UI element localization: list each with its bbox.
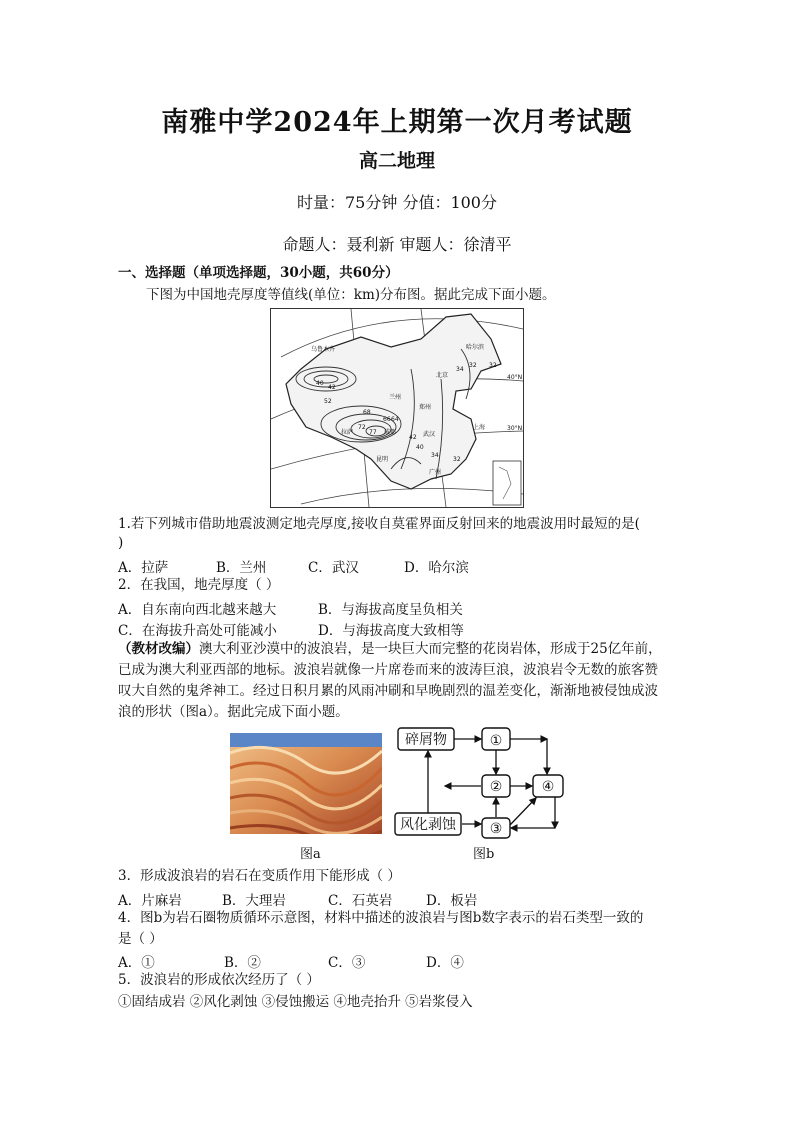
- isoline-label: 34: [431, 452, 439, 459]
- q1-stem-line2: ): [118, 535, 124, 551]
- passage-tag: （教材改编）: [118, 641, 199, 657]
- q1-options: [118, 556, 469, 576]
- exam-subject: 高二地理: [358, 150, 435, 172]
- q4-stem-line1: 4．图b为岩石圈物质循环示意图，材料中描述的波浪岩与图b数字表示的岩石类型一致的: [118, 910, 644, 926]
- map-city-label: 武汉: [423, 431, 436, 438]
- isoline-label: 34: [456, 366, 464, 373]
- isoline-label: 40: [316, 380, 324, 387]
- q2-option-b[interactable]: B．与海拔高度呈负相关: [318, 602, 463, 618]
- map-city-label: 郑州: [419, 404, 432, 411]
- map-city-label: 哈尔滨: [466, 344, 485, 351]
- rock-1-label: ①: [489, 733, 503, 749]
- q4-option-d[interactable]: D．④: [426, 955, 464, 971]
- map-city-label: 成都: [384, 429, 397, 436]
- isoline-label: 64: [391, 416, 399, 423]
- map-city-label: 广州: [429, 469, 442, 476]
- time-score: 时量：75分钟 分值：100分: [297, 193, 497, 212]
- q2-options-row2: [118, 619, 464, 639]
- authors: 命题人：聂利新 审题人：徐清平: [282, 235, 512, 254]
- latitude-label: 30°N: [507, 425, 523, 432]
- map-city-label: 乌鲁木齐: [311, 346, 336, 353]
- isoline-label: 42: [409, 434, 417, 441]
- q3-option-d[interactable]: D．板岩: [426, 893, 478, 909]
- q4-options: [118, 951, 464, 971]
- q2-stem: 2．在我国，地壳厚度（ ）: [118, 577, 280, 593]
- q3-options: [118, 889, 477, 909]
- q4-option-c[interactable]: C．③: [328, 955, 366, 971]
- isoline-label: 77: [369, 429, 377, 436]
- q1-option-b[interactable]: B．兰州: [216, 560, 267, 576]
- rock-3-label: ③: [489, 821, 503, 837]
- isoline-label: 72: [358, 424, 366, 431]
- isoline-label: 40: [416, 444, 424, 451]
- q2-option-c[interactable]: C．在海拔升高处可能减小: [118, 623, 277, 639]
- q2-option-a[interactable]: A．自东南向西北越来越大: [118, 602, 277, 618]
- q3-option-c[interactable]: C．石英岩: [328, 893, 393, 909]
- q4-option-a[interactable]: A．①: [118, 955, 155, 971]
- q2-option-d[interactable]: D．与海拔高度大致相等: [318, 623, 464, 639]
- q1-stem-line1: 1.若下列城市借助地震波测定地壳厚度,接收自莫霍界面反射回来的地震波用时最短的是(: [118, 516, 640, 532]
- isoline-label: 68: [363, 409, 371, 416]
- wave-rock-photo: [230, 733, 382, 834]
- isoline-label: 52: [324, 398, 332, 405]
- q1-option-a[interactable]: A．拉萨: [118, 560, 169, 576]
- rock-cycle-diagram: [390, 725, 570, 840]
- map-city-label: 拉萨: [341, 429, 354, 436]
- map-city-label: 北京: [436, 372, 449, 379]
- map-city-label: 兰州: [389, 394, 402, 401]
- q4-option-b[interactable]: B．②: [224, 955, 261, 971]
- isoline-label: 32: [469, 362, 477, 369]
- exam-title: 南雅中学2024年上期第一次月考试题: [161, 107, 633, 138]
- rock-4-label: ④: [541, 779, 555, 795]
- map-city-label: 上海: [473, 424, 486, 431]
- q1-option-d[interactable]: D．哈尔滨: [404, 560, 469, 576]
- china-map-svg: [271, 309, 523, 507]
- figure-b-caption: 图b: [473, 847, 495, 862]
- q2-options-row1: [118, 598, 463, 618]
- crust-thickness-map: [270, 308, 524, 508]
- passage-line1: [118, 639, 662, 660]
- q3-option-a[interactable]: A．片麻岩: [118, 893, 182, 909]
- figure-a-caption: 图a: [300, 847, 321, 862]
- isoline-label: 32: [489, 362, 497, 369]
- isoline-label: 66: [383, 416, 391, 423]
- section-heading: 一、选择题（单项选择题，30小题，共60分）: [118, 265, 399, 281]
- passage-line3: 叹大自然的鬼斧神工。经过日积月累的风雨冲刷和早晚剧烈的温差变化，渐渐地被侵蚀成波: [118, 683, 658, 699]
- q3-stem: 3．形成波浪岩的岩石在变质作用下能形成（ ）: [118, 868, 401, 884]
- weathering-label: 风化剥蚀: [400, 817, 456, 833]
- latitude-label: 40°N: [507, 374, 523, 381]
- rock-2-label: ②: [489, 779, 503, 795]
- q3-option-b[interactable]: B．大理岩: [222, 893, 286, 909]
- q5-stem: 5．波浪岩的形成依次经历了（ ）: [118, 972, 320, 988]
- passage-line4: 浪的形状（图a）。据此完成下面小题。: [118, 704, 349, 720]
- isoline-label: 42: [328, 384, 336, 391]
- isoline-label: 32: [453, 456, 461, 463]
- map-intro: 下图为中国地壳厚度等值线(单位：km)分布图。据此完成下面小题。: [146, 287, 556, 303]
- q4-stem-line2: 是（ ）: [118, 931, 163, 947]
- south-china-sea-inset: [493, 461, 521, 505]
- q5-choices: ①固结成岩 ②风化剥蚀 ③侵蚀搬运 ④地壳抬升 ⑤岩浆侵入: [118, 994, 473, 1010]
- debris-label: 碎屑物: [405, 732, 447, 748]
- map-city-label: 昆明: [376, 456, 389, 463]
- passage-line2: 已成为澳大利亚西部的地标。波浪岩就像一片席卷而来的波涛巨浪，波浪岩令无数的旅客赞: [118, 662, 658, 678]
- q1-option-c[interactable]: C．武汉: [308, 560, 359, 576]
- passage-text1: 澳大利亚沙漠中的波浪岩，是一块巨大而完整的花岗岩体，形成于25亿年前，: [199, 641, 662, 657]
